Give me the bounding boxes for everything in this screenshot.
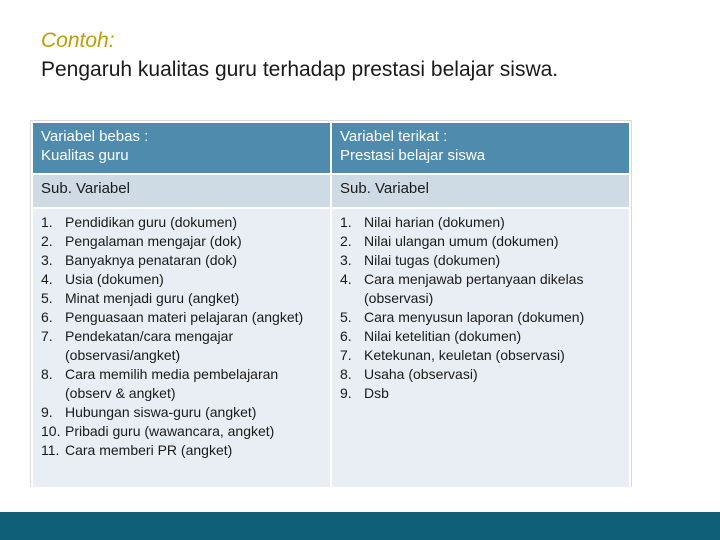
list-item-text: Cara menyusun laporan (dokumen) [364,309,585,325]
list-item [41,422,322,441]
list-item [41,308,322,327]
list-item [340,365,621,384]
list-item-number: 5. [41,290,53,306]
list-item [41,213,322,232]
list-item [41,365,322,403]
list-item-text: Usaha (observasi) [364,366,478,382]
list-item [41,232,322,251]
list-item [340,270,621,308]
list-item [340,346,621,365]
list-item-number: 10. [41,423,61,439]
left-sub-variable-list [41,213,322,460]
list-item-number: 7. [340,347,352,363]
list-item [340,384,621,403]
list-item [340,251,621,270]
table-body-row [32,208,630,488]
right-sub-cell: Sub. Variabel [331,174,630,208]
list-item-text: Pribadi guru (wawancara, angket) [65,423,275,439]
list-item-number: 9. [41,404,53,420]
list-item-number: 1. [41,214,53,230]
list-item [340,213,621,232]
list-item [340,308,621,327]
right-sub-variable-list [340,213,621,403]
list-item-text: Nilai ulangan umum (dokumen) [364,233,559,249]
list-item-text: Nilai ketelitian (dokumen) [364,328,522,344]
list-item-number: 8. [41,366,53,382]
list-item-text: Cara memberi PR (angket) [65,442,233,458]
list-item-text: Pendidikan guru (dokumen) [65,214,237,230]
left-header-cell [32,122,331,174]
left-header-line2: Kualitas guru [41,147,129,164]
right-header-cell [331,122,630,174]
list-item-text: Penguasaan materi pelajaran (angket) [65,309,304,325]
list-item-text: Pendekatan/cara mengajar (observasi/angket) [65,328,234,363]
right-list-cell [331,208,630,488]
slide-label: Contoh: [41,29,115,52]
list-item-number: 2. [41,233,53,249]
list-item-number: 3. [340,252,352,268]
list-item-text: Usia (dokumen) [65,271,164,287]
list-item-number: 6. [41,309,53,325]
list-item [41,251,322,270]
list-item-text: Nilai tugas (dokumen) [364,252,501,268]
list-item [340,327,621,346]
list-item-text: Ketekunan, keuletan (observasi) [364,347,565,363]
list-item-text: Minat menjadi guru (angket) [65,290,240,306]
right-header-line2: Prestasi belajar siswa [340,147,486,164]
list-item-number: 2. [340,233,352,249]
slide-title: Pengaruh kualitas guru terhadap prestasi belajar siswa. [41,58,559,81]
list-item-number: 3. [41,252,53,268]
left-sub-cell: Sub. Variabel [32,174,331,208]
table-sub-row [32,174,630,208]
list-item-number: 8. [340,366,352,382]
list-item-number: 4. [41,271,53,287]
list-item-number: 1. [340,214,352,230]
list-item-text: Cara menjawab pertanyaan dikelas (observasi) [364,271,584,306]
table-header-row [32,122,630,174]
left-header-line1: Variabel bebas : [41,128,149,145]
variables-table [30,120,632,487]
slide-title-area [41,26,681,84]
list-item-number: 7. [41,328,53,344]
list-item-text: Hubungan siswa-guru (angket) [65,404,257,420]
list-item-number: 5. [340,309,352,325]
list-item-text: Nilai harian (dokumen) [364,214,505,230]
list-item-number: 9. [340,385,352,401]
list-item-number: 4. [340,271,352,287]
bottom-band [0,512,720,540]
list-item-number: 11. [41,442,60,458]
list-item-text: Cara memilih media pembelajaran (observ & angket) [65,366,279,401]
list-item-text: Banyaknya penataran (dok) [65,252,237,268]
list-item-text: Pengalaman mengajar (dok) [65,233,242,249]
list-item [340,232,621,251]
table [31,121,631,489]
list-item [41,403,322,422]
list-item-text: Dsb [364,385,389,401]
list-item [41,289,322,308]
list-item [41,270,322,289]
list-item-number: 6. [340,328,352,344]
left-list-cell [32,208,331,488]
list-item [41,441,322,460]
right-header-line1: Variabel terikat : [340,128,448,145]
list-item [41,327,322,365]
